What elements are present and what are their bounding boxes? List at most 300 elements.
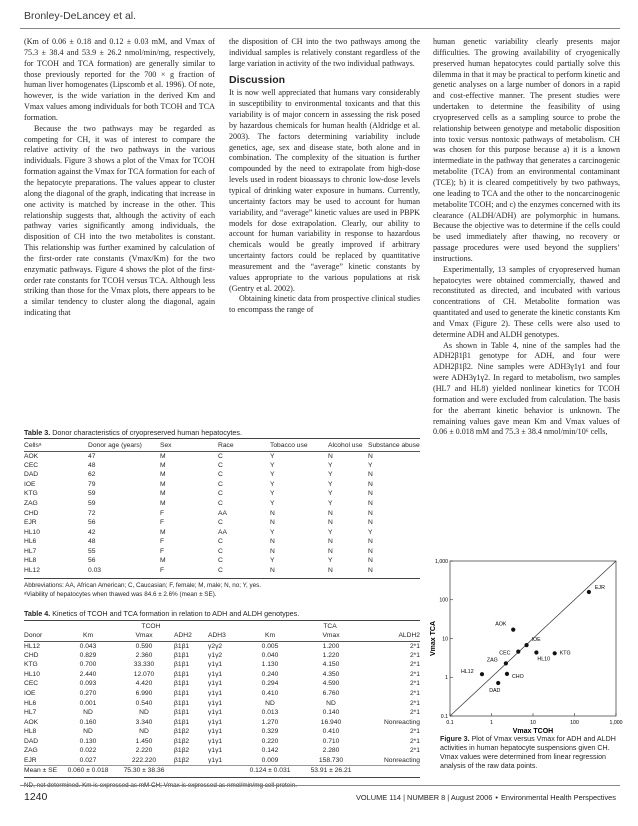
volume-info: VOLUME 114 | NUMBER 8 | August 2006 bbox=[355, 793, 493, 802]
figure3-caption-text: Plot of Vmax versus Vmax for ADH and ALDH activities in human hepatocyte suspensions given CH. Vmax values were determined from linear regression analysis of the raw data points. bbox=[440, 735, 616, 770]
table3-top-rule bbox=[24, 438, 420, 439]
table-cell: 0.829 bbox=[79, 651, 97, 659]
table-cell: 2*1 bbox=[409, 699, 420, 707]
table-cell: C bbox=[218, 547, 223, 555]
table-cell: N bbox=[368, 480, 373, 488]
table-cell: 4.590 bbox=[322, 680, 340, 688]
table-cell: 0.093 bbox=[79, 680, 97, 688]
table-cell: γ1γ1 bbox=[208, 718, 223, 726]
table-cell: 2.360 bbox=[135, 651, 153, 659]
table-cell: 0.590 bbox=[135, 642, 153, 650]
table3-title: Donor characteristics of cryopreserved human hepatocytes. bbox=[52, 428, 242, 437]
table-cell: N bbox=[368, 452, 373, 460]
table-row bbox=[24, 679, 420, 689]
table-row bbox=[24, 461, 420, 471]
table-row bbox=[24, 689, 420, 699]
text-column-1 bbox=[24, 37, 215, 319]
table-cell: ND bbox=[139, 728, 149, 736]
y-tick-label: 0.1 bbox=[440, 713, 448, 720]
table3-label: Table 3. bbox=[24, 428, 51, 437]
table-cell: 59 bbox=[88, 490, 96, 498]
table-cell: 0.060 ± 0.018 bbox=[62, 765, 114, 775]
table3-caption bbox=[24, 428, 420, 437]
table-row bbox=[24, 717, 420, 727]
table-row bbox=[24, 451, 420, 461]
paragraph: Experimentally, 13 samples of cryopreserved human hepatocytes were obtained commercially, thawed and reconstituted as directed, and incubated with various concentrations of CH. Metabolite formation was quantitated and used to generate the kinetic constants Km and Vmax (Figure 2). These cells were also used to determine ADH and ALDH genotypes. bbox=[433, 264, 620, 339]
page-number: 1240 bbox=[24, 791, 48, 803]
paragraph: As shown in Table 4, nine of the samples had the ADH2β1β1 genotype for ADH, and four were ADH2β1β2. Nine samples were ADH3γ1γ1 and four were ADH3γ1γ2. In regard to metabolism, two samples (HL7 and HL8) yielded nonlinear kinetics for TCOH formation and were excluded from calculation. The basis for the aberrant kinetic behavior is unknown. The remaining values gave mean Km and Vmax values of 0.06 ± 0.018 mM and 75.3 ± 38.4 nmol/min/10⁶ cells, bbox=[433, 340, 620, 437]
table-cell: C bbox=[218, 461, 223, 469]
text-column-2 bbox=[229, 37, 420, 316]
table-cell: Y bbox=[270, 500, 275, 507]
table-cell: 72 bbox=[88, 509, 96, 517]
table-row bbox=[24, 546, 420, 556]
table-cell: N bbox=[368, 538, 373, 546]
table-cell: M bbox=[160, 471, 166, 479]
footer-rule bbox=[20, 785, 620, 786]
table-cell: ND bbox=[326, 699, 336, 707]
table-cell: 4.350 bbox=[322, 670, 340, 678]
table-row bbox=[24, 556, 420, 566]
table-cell: Y bbox=[270, 452, 275, 460]
table-cell: β1β1 bbox=[174, 690, 190, 697]
table-cell: 1.200 bbox=[322, 642, 340, 650]
table3-header-row bbox=[24, 440, 420, 451]
table-cell: Y bbox=[270, 490, 275, 498]
table3-column-header: Alcohol use bbox=[328, 440, 368, 451]
table-cell: M bbox=[160, 557, 166, 565]
table3-column-header: Cellsᵃ bbox=[24, 440, 88, 451]
figure3-caption bbox=[440, 735, 620, 771]
table-cell: β1β2 bbox=[174, 728, 190, 736]
table-cell: 2*1 bbox=[409, 690, 420, 697]
table-cell: Nonreacting bbox=[383, 756, 420, 764]
table-cell: Y bbox=[328, 528, 333, 536]
table4-column-header: Vmax bbox=[300, 631, 362, 641]
table-cell: HL6 bbox=[24, 699, 37, 707]
point-label: CHO bbox=[511, 673, 524, 680]
table-cell: Y bbox=[270, 480, 275, 488]
table-cell: 0.040 bbox=[261, 651, 279, 659]
table-cell: Mean ± SE bbox=[24, 765, 62, 775]
table3-column-header: Donor age (years) bbox=[88, 440, 160, 451]
table-cell: 2*1 bbox=[409, 680, 420, 688]
table3-column-header: Substance abuse bbox=[368, 440, 420, 451]
table-row bbox=[24, 527, 420, 537]
table4-header-row bbox=[24, 631, 420, 641]
table-cell: N bbox=[368, 519, 373, 527]
table-cell: γ1γ1 bbox=[208, 728, 223, 736]
table-cell: ND bbox=[265, 699, 275, 707]
table-cell: β1β1 bbox=[174, 718, 190, 726]
table-cell: 0.410 bbox=[322, 728, 340, 736]
table-cell: 3.340 bbox=[135, 718, 153, 726]
table-cell: HL8 bbox=[24, 728, 37, 736]
text-column-3 bbox=[433, 37, 620, 438]
table-cell: β1β2 bbox=[174, 747, 190, 755]
table-cell: 0.160 bbox=[79, 718, 97, 726]
table3-column-header: Sex bbox=[160, 440, 218, 451]
table-cell: M bbox=[160, 480, 166, 488]
table-cell: M bbox=[160, 461, 166, 469]
table3-bottom-rule bbox=[24, 578, 420, 579]
table-cell: N bbox=[270, 547, 275, 555]
table-cell: 12.070 bbox=[133, 670, 155, 678]
data-point bbox=[480, 672, 484, 676]
table-cell: β1β1 bbox=[174, 651, 190, 659]
table-cell: 16.940 bbox=[320, 718, 342, 726]
point-label: CEC bbox=[499, 650, 511, 657]
table-cell: AOK bbox=[24, 452, 39, 460]
table-cell: 0.710 bbox=[322, 737, 340, 745]
table-cell: M bbox=[160, 500, 166, 507]
table4-group-tca: TCA bbox=[323, 622, 337, 630]
table-cell: F bbox=[160, 566, 165, 574]
table-row bbox=[24, 518, 420, 528]
table-cell: 75.30 ± 38.36 bbox=[114, 765, 174, 775]
table-cell: 4.150 bbox=[322, 661, 340, 669]
table4-column-header: Donor bbox=[24, 631, 62, 641]
table-cell: Y bbox=[270, 528, 275, 536]
table-cell: CEC bbox=[24, 680, 39, 688]
table-cell: IOE bbox=[24, 480, 36, 488]
data-point bbox=[511, 628, 515, 632]
data-point bbox=[587, 590, 591, 594]
data-point bbox=[496, 681, 500, 685]
table-cell: 0.005 bbox=[261, 642, 279, 650]
table-cell: 2.440 bbox=[79, 670, 97, 678]
table-cell: N bbox=[368, 547, 373, 555]
table-cell: CHD bbox=[24, 509, 39, 517]
point-label: KTG bbox=[559, 650, 571, 657]
table-row bbox=[24, 566, 420, 576]
point-label: DAD bbox=[489, 688, 501, 695]
table-cell: Y bbox=[328, 461, 333, 469]
table-cell: 0.022 bbox=[79, 747, 97, 755]
table-row bbox=[24, 470, 420, 480]
table-cell: HL10 bbox=[24, 528, 40, 536]
table3-footnote-a: ᵃViability of hepatocytes when thawed was 84.6 ± 2.6% (mean ± SE). bbox=[24, 590, 217, 598]
table-cell: 2.220 bbox=[135, 747, 153, 755]
table-cell: 1.270 bbox=[261, 718, 279, 726]
table-cell: 0.410 bbox=[261, 690, 279, 697]
table-cell: 2.280 bbox=[322, 747, 340, 755]
point-label: HL12 bbox=[460, 669, 474, 676]
table-cell: HL12 bbox=[24, 642, 40, 650]
table-cell: β1β1 bbox=[174, 709, 190, 717]
table-cell: 0.540 bbox=[135, 699, 153, 707]
table-cell: C bbox=[218, 566, 223, 574]
table-row bbox=[24, 698, 420, 708]
paragraph: Because the two pathways may be regarded as competing for CH, it was of interest to compare the relative activity of the two pathways in the various individuals. Figure 3 shows a plot of the Vmax for TCOH formation against the Vmax for TCA formation for each of the hepatocyte preparations. The values appear to cluster along the diagonal of the graph, indicating that increase in one activity is matched by increase in the other. This relationship suggests that, although the activity of each pathway varies significantly among individuals, the disposition of CH into the two metabolites is constant. This relationship was further examined by calculation of the first-order rate constants (Vmax/Km) for the two enzymatic pathways. Figure 4 shows the plot of the first-order rate constants for TCOH versus TCA. Although less striking than those for the Vmax plots, there appears to be a similar tendency to cluster along the diagonal, again indicating that bbox=[24, 123, 215, 318]
x-tick-label: 0.1 bbox=[446, 720, 454, 726]
table-cell: 1.130 bbox=[261, 661, 279, 669]
table3-footnotes bbox=[24, 582, 420, 599]
table-cell: N bbox=[368, 557, 373, 565]
point-label: ZAG bbox=[486, 657, 498, 664]
table-cell: ZAG bbox=[24, 500, 38, 507]
table-cell: HL10 bbox=[24, 670, 40, 678]
paragraph: It is now well appreciated that humans vary considerably in susceptibility to environmental toxicants and that this variability is of major concern in assessing the risk posed by hazardous chemicals for human health (Aldridge et al. 2003). The factors determining variability include genetics, age, sex and disease state, both alone and in combination. The complexity of the situation is further compounded by the need to extrapolate from high-dose levels used in rodent bioassays to chronic low-dose levels typical of drinking water exposure in humans. Currently, uncertainty factors may be used to account for human variability, and “average” kinetic values are used in PBPK models for dose extrapolation. Clearly, our ability to account for human variability in response to hazardous chemicals would be greatly improved if arbitrary uncertainty factors could be replaced by quantitative measurement and the “average” kinetic constants by values appropriate to the various populations at risk (Gentry et al. 2002). bbox=[229, 88, 420, 293]
table-cell: β1β2 bbox=[174, 756, 190, 764]
table-cell: Y bbox=[328, 471, 333, 479]
table-cell: Y bbox=[270, 557, 275, 565]
table-cell: 6.990 bbox=[135, 690, 153, 697]
table-cell: ZAG bbox=[24, 747, 38, 755]
table-cell: C bbox=[218, 500, 223, 507]
data-point bbox=[553, 651, 557, 655]
table-cell: ND bbox=[139, 709, 149, 717]
table-cell: 47 bbox=[88, 452, 96, 460]
table-cell: 56 bbox=[88, 557, 96, 565]
table-row bbox=[24, 736, 420, 746]
table-cell: 0.124 ± 0.031 bbox=[240, 765, 300, 775]
table-row bbox=[24, 670, 420, 680]
x-axis-title: Vmax TCOH bbox=[512, 728, 554, 735]
table-cell: γ1γ1 bbox=[208, 699, 223, 707]
table-cell: N bbox=[328, 519, 333, 527]
table-cell: N bbox=[328, 547, 333, 555]
x-tick-label: 1 bbox=[490, 720, 493, 726]
table4-column-header: ADH3 bbox=[208, 631, 240, 641]
data-point bbox=[516, 650, 520, 654]
table-cell: 222.220 bbox=[131, 756, 157, 764]
paragraph: the disposition of CH into the two pathways among the individual samples is relatively constant regardless of the large variation in activity of the two individual pathways. bbox=[229, 37, 420, 68]
y-tick-label: 100 bbox=[439, 597, 448, 604]
table3-abbreviations: Abbreviations: AA, African American; C, Caucasian; F, female; M, male; N, no; Y, yes. bbox=[24, 582, 262, 589]
table-cell: N bbox=[368, 500, 373, 507]
table-cell: 48 bbox=[88, 538, 96, 546]
table-cell: F bbox=[160, 509, 165, 517]
table-cell: β1β1 bbox=[174, 661, 190, 669]
table-cell: F bbox=[160, 547, 165, 555]
table-cell: 0.043 bbox=[79, 642, 97, 650]
table-row bbox=[24, 508, 420, 518]
table-cell: 0.142 bbox=[261, 747, 279, 755]
table-cell bbox=[174, 765, 208, 775]
table-row bbox=[24, 660, 420, 670]
figure3-label: Figure 3. bbox=[440, 735, 470, 743]
table-cell: 1.450 bbox=[135, 737, 153, 745]
table-cell: 2*1 bbox=[409, 661, 420, 669]
table-cell: γ1γ1 bbox=[208, 670, 223, 678]
table-cell: DAD bbox=[24, 471, 39, 479]
table-cell: KTG bbox=[24, 490, 38, 498]
table-cell: 0.329 bbox=[261, 728, 279, 736]
table-cell: 6.760 bbox=[322, 690, 340, 697]
table-cell: HL8 bbox=[24, 557, 37, 565]
table-cell: N bbox=[328, 452, 333, 460]
table-cell: C bbox=[218, 490, 223, 498]
point-label: IOE bbox=[531, 637, 541, 644]
table-cell: 1.220 bbox=[322, 651, 340, 659]
table-cell: γ1γ1 bbox=[208, 709, 223, 717]
y-tick-label: 1,000 bbox=[435, 558, 448, 565]
table-cell: Nonreacting bbox=[383, 718, 420, 726]
table-cell: 0.270 bbox=[79, 690, 97, 697]
table-cell: γ1γ1 bbox=[208, 690, 223, 697]
table-cell: 62 bbox=[88, 471, 96, 479]
x-tick-label: 1,000 bbox=[609, 720, 623, 726]
table-row bbox=[24, 489, 420, 499]
table-cell: N bbox=[368, 509, 373, 517]
table-cell: 2*1 bbox=[409, 737, 420, 745]
table-cell: γ2γ2 bbox=[208, 642, 223, 650]
table4-footnote bbox=[24, 782, 420, 791]
table-cell: 2*1 bbox=[409, 747, 420, 755]
table-cell: Y bbox=[368, 461, 373, 469]
table-cell: 53.91 ± 26.21 bbox=[300, 765, 362, 775]
table-cell: DAD bbox=[24, 737, 39, 745]
table-cell: CHD bbox=[24, 651, 39, 659]
table-cell: C bbox=[218, 538, 223, 546]
table-cell: 0.013 bbox=[261, 709, 279, 717]
table-cell: HL7 bbox=[24, 709, 37, 717]
table4-label: Table 4. bbox=[24, 609, 51, 618]
table-cell: AA bbox=[218, 528, 227, 536]
table4-column-header: Km bbox=[240, 631, 300, 641]
table-row bbox=[24, 641, 420, 651]
table-cell: γ1γ1 bbox=[208, 756, 223, 764]
table-cell: 48 bbox=[88, 461, 96, 469]
table-cell: EJR bbox=[24, 519, 37, 527]
y-axis-title: Vmax TCA bbox=[430, 620, 437, 657]
table4-title: Kinetics of TCOH and TCA formation in relation to ADH and ALDH genotypes. bbox=[52, 609, 300, 618]
running-head: Bronley-DeLancey et al. bbox=[24, 10, 137, 22]
table-cell: Y bbox=[368, 528, 373, 536]
table4-column-header: Km bbox=[62, 631, 114, 641]
paragraph: human genetic variability clearly presents major difficulties. The growing availability of cryogenically preserved human hepatocytes could partially solve this dilemma in that it may be practical to perform kinetic and genetic analyses on a large number of donors in a rapid and cost-effective manner. The present studies were undertaken to determine the feasibility of using cryopreserved cells as a sampling source to probe the relationship between genotype and metabolic disposition into toxic versus nontoxic pathways of metabolism. CH was chosen for this purpose because a) it is a known intermediate in the pathway that generates a carcinogenic metabolite (TCA) from an environmental contaminant (TCE); b) it is cleared competitively by two pathways, one leading to TCA and the other to the noncarcinogenic metabolite TCOH; and c) the enzymes concerned with its clearance (ALDH/ADH) are polymorphic in humans. Because the objective was to determine if the cells could be used immediately after thawing, no recovery or passage procedures were used beyond the suppliers’ instructions. bbox=[433, 37, 620, 263]
table-cell: γ1γ1 bbox=[208, 737, 223, 745]
table-cell: 2*1 bbox=[409, 728, 420, 736]
table-cell: 2*1 bbox=[409, 670, 420, 678]
table-cell: M bbox=[160, 528, 166, 536]
table-cell: Y bbox=[270, 461, 275, 469]
table-cell: β1β1 bbox=[174, 680, 190, 688]
table-cell: N bbox=[270, 538, 275, 546]
table-cell: 59 bbox=[88, 500, 96, 507]
table-row bbox=[24, 651, 420, 661]
table-cell: γ1γ1 bbox=[208, 680, 223, 688]
table-cell: 0.140 bbox=[322, 709, 340, 717]
table-cell: β1β1 bbox=[174, 670, 190, 678]
table-cell: C bbox=[218, 452, 223, 460]
figure3-chart bbox=[428, 553, 624, 735]
x-tick-label: 10 bbox=[530, 720, 536, 726]
table-cell: HL7 bbox=[24, 547, 37, 555]
table-cell bbox=[362, 765, 420, 775]
table-cell: N bbox=[328, 566, 333, 574]
table-row bbox=[24, 746, 420, 756]
x-tick-label: 100 bbox=[570, 720, 579, 726]
table-cell bbox=[208, 765, 240, 775]
table-cell: Y bbox=[328, 500, 333, 507]
table-cell: Y bbox=[328, 480, 333, 488]
table-cell: N bbox=[270, 566, 275, 574]
point-label: AOK bbox=[495, 621, 507, 628]
table-cell: 56 bbox=[88, 519, 96, 527]
table-cell: CEC bbox=[24, 461, 39, 469]
table-row bbox=[24, 499, 420, 509]
y-tick-label: 1 bbox=[445, 675, 448, 682]
point-label: HL10 bbox=[537, 656, 551, 663]
table-cell: Y bbox=[328, 490, 333, 498]
journal-footer: VOLUME 114 | NUMBER 8 | August 2006 • Environmental Health Perspectives bbox=[355, 793, 616, 802]
data-point bbox=[504, 661, 508, 665]
journal-name: Environmental Health Perspectives bbox=[500, 793, 616, 802]
table-cell: 79 bbox=[88, 480, 96, 488]
paragraph: (Km of 0.06 ± 0.18 and 0.12 ± 0.03 mM, and Vmax of 75.3 ± 38.4 and 53.9 ± 26.2 nmol/min/mg, respectively, for TCOH and TCA formation) are generally similar to those previously reported for the 700 × g fraction of human liver homogenates (Lipscomb et al. 1996). Of note, however, is the wide variation in the derived Km and Vmax values among individuals for both TCOH and TCA formation. bbox=[24, 37, 215, 122]
table4-column-header: Vmax bbox=[114, 631, 174, 641]
table-cell: 0.027 bbox=[79, 756, 97, 764]
table3 bbox=[24, 440, 420, 575]
table-cell: HL12 bbox=[24, 566, 40, 574]
header-rule bbox=[20, 28, 620, 29]
table-cell: EJR bbox=[24, 756, 37, 764]
table-cell: C bbox=[218, 471, 223, 479]
table-cell: γ1γ1 bbox=[208, 747, 223, 755]
data-point bbox=[505, 672, 509, 676]
table-cell: β1β1 bbox=[174, 699, 190, 707]
table-cell: F bbox=[160, 538, 165, 546]
table-cell: γ1γ2 bbox=[208, 651, 223, 659]
table-row bbox=[24, 708, 420, 718]
table4-column-header: ALDH2 bbox=[362, 631, 420, 641]
table-cell: C bbox=[218, 480, 223, 488]
table-cell: 0.240 bbox=[261, 670, 279, 678]
data-point bbox=[524, 643, 528, 647]
data-point bbox=[534, 650, 538, 654]
table-cell: 2*1 bbox=[409, 709, 420, 717]
table4-bottom-rule bbox=[24, 777, 420, 778]
point-label: EJR bbox=[594, 584, 605, 591]
table4-group-tcoh: TCOH bbox=[141, 622, 161, 630]
table-cell: 0.009 bbox=[261, 756, 279, 764]
table-cell: N bbox=[270, 519, 275, 527]
table-cell: AOK bbox=[24, 718, 39, 726]
table-cell: β1β1 bbox=[174, 642, 190, 650]
table-cell: 0.130 bbox=[79, 737, 97, 745]
table-cell: 42 bbox=[88, 528, 96, 536]
table4-mean-row bbox=[24, 765, 420, 775]
table-row bbox=[24, 537, 420, 547]
table-cell: N bbox=[328, 509, 333, 517]
table-cell: N bbox=[368, 471, 373, 479]
table-cell: M bbox=[160, 490, 166, 498]
table-cell: F bbox=[160, 519, 165, 527]
table4-caption bbox=[24, 609, 420, 618]
table-cell: 2*1 bbox=[409, 651, 420, 659]
table-cell: 0.03 bbox=[88, 566, 102, 574]
y-tick-label: 10 bbox=[442, 636, 448, 643]
table-cell: Y bbox=[270, 471, 275, 479]
table-cell: IOE bbox=[24, 690, 36, 697]
table-cell: 0.001 bbox=[79, 699, 97, 707]
table-cell: γ1γ1 bbox=[208, 661, 223, 669]
table-cell: N bbox=[270, 509, 275, 517]
table-cell: 2*1 bbox=[409, 642, 420, 650]
table-cell: ND bbox=[83, 709, 93, 717]
table-row bbox=[24, 756, 420, 766]
section-heading: Discussion bbox=[229, 73, 286, 86]
paragraph: Obtaining kinetic data from prospective clinical studies to encompass the range of bbox=[229, 294, 420, 315]
table4-group-row bbox=[24, 621, 420, 631]
table3-column-header: Tobacco use bbox=[270, 440, 328, 451]
table-cell: 55 bbox=[88, 547, 96, 555]
table-cell: HL6 bbox=[24, 538, 37, 546]
table-cell: AA bbox=[218, 509, 227, 517]
table-cell: C bbox=[218, 557, 223, 565]
